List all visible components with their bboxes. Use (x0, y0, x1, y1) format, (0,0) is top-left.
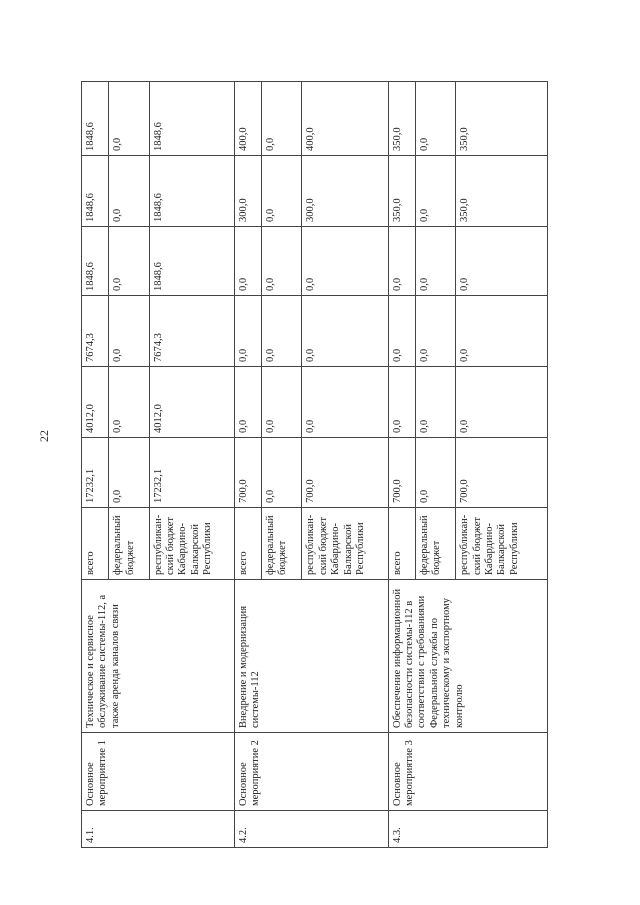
amount-cell: 7674,3 (149, 296, 234, 367)
amount-cell: 300,0 (302, 156, 388, 227)
table-row (82, 82, 109, 848)
amount-cell: 0,0 (262, 296, 302, 367)
budget-table (81, 81, 548, 848)
amount-cell: 700,0 (388, 438, 415, 508)
amount-cell: 0,0 (109, 156, 149, 227)
funding-source: федеральный бюджет (415, 508, 455, 580)
amount-cell: 350,0 (456, 156, 548, 227)
event-description: Обеспечение информационной безопасности системы-112 в соответствии с требованиями Федеральной службы по техническому и экспортному контролю (388, 580, 547, 733)
row-index: 4.3. (388, 811, 547, 848)
amount-cell: 0,0 (415, 438, 455, 508)
amount-cell: 0,0 (388, 367, 415, 438)
amount-cell: 0,0 (388, 227, 415, 296)
amount-cell: 700,0 (302, 438, 388, 508)
amount-cell: 0,0 (456, 227, 548, 296)
amount-cell: 0,0 (262, 367, 302, 438)
rotated-page-content (81, 82, 548, 848)
amount-cell: 1848,6 (149, 82, 234, 156)
amount-cell: 0,0 (302, 296, 388, 367)
amount-cell: 350,0 (388, 156, 415, 227)
funding-source: всего (234, 508, 261, 580)
amount-cell: 4012,0 (82, 367, 109, 438)
table-row (234, 82, 261, 848)
amount-cell: 1848,6 (149, 156, 234, 227)
amount-cell: 0,0 (302, 367, 388, 438)
amount-cell: 1848,6 (82, 227, 109, 296)
row-index: 4.1. (82, 811, 235, 848)
table-body (82, 82, 548, 848)
amount-cell: 0,0 (262, 82, 302, 156)
amount-cell: 0,0 (456, 296, 548, 367)
amount-cell: 0,0 (109, 367, 149, 438)
page-number: 22 (37, 430, 51, 442)
event-description: Техническое и сервисное обслуживание системы-112, а также аренда каналов связи (82, 580, 235, 733)
amount-cell: 700,0 (234, 438, 261, 508)
amount-cell: 400,0 (234, 82, 261, 156)
amount-cell: 400,0 (302, 82, 388, 156)
amount-cell: 350,0 (388, 82, 415, 156)
amount-cell: 17232,1 (149, 438, 234, 508)
amount-cell: 0,0 (109, 82, 149, 156)
amount-cell: 0,0 (234, 296, 261, 367)
funding-source: федеральный бюджет (109, 508, 149, 580)
funding-source: всего (82, 508, 109, 580)
amount-cell: 0,0 (109, 227, 149, 296)
amount-cell: 1848,6 (149, 227, 234, 296)
amount-cell: 0,0 (388, 296, 415, 367)
amount-cell: 0,0 (415, 227, 455, 296)
amount-cell: 0,0 (234, 227, 261, 296)
funding-source: республикан-ский бюджет Кабардино-Балкарской Республики (456, 508, 548, 580)
event-description: Внедрение и модернизация системы-112 (234, 580, 388, 733)
table-row (388, 82, 415, 848)
amount-cell: 0,0 (262, 156, 302, 227)
funding-source: республикан-ский бюджет Кабардино-Балкарской Республики (302, 508, 388, 580)
amount-cell: 0,0 (109, 438, 149, 508)
event-name: Основное мероприятие 3 (388, 733, 547, 811)
amount-cell: 1848,6 (82, 156, 109, 227)
amount-cell: 0,0 (302, 227, 388, 296)
amount-cell: 0,0 (415, 156, 455, 227)
amount-cell: 0,0 (262, 227, 302, 296)
row-index: 4.2. (234, 811, 388, 848)
amount-cell: 0,0 (415, 296, 455, 367)
amount-cell: 0,0 (456, 367, 548, 438)
event-name: Основное мероприятие 2 (234, 733, 388, 811)
amount-cell: 7674,3 (82, 296, 109, 367)
event-name: Основное мероприятие 1 (82, 733, 235, 811)
amount-cell: 700,0 (456, 438, 548, 508)
amount-cell: 1848,6 (82, 82, 109, 156)
funding-source: республикан-ский бюджет Кабардино-Балкарской Республики (149, 508, 234, 580)
amount-cell: 17232,1 (82, 438, 109, 508)
amount-cell: 4012,0 (149, 367, 234, 438)
amount-cell: 0,0 (262, 438, 302, 508)
funding-source: всего (388, 508, 415, 580)
amount-cell: 0,0 (415, 82, 455, 156)
amount-cell: 0,0 (415, 367, 455, 438)
funding-source: федеральный бюджет (262, 508, 302, 580)
amount-cell: 0,0 (109, 296, 149, 367)
amount-cell: 300,0 (234, 156, 261, 227)
amount-cell: 0,0 (234, 367, 261, 438)
amount-cell: 350,0 (456, 82, 548, 156)
